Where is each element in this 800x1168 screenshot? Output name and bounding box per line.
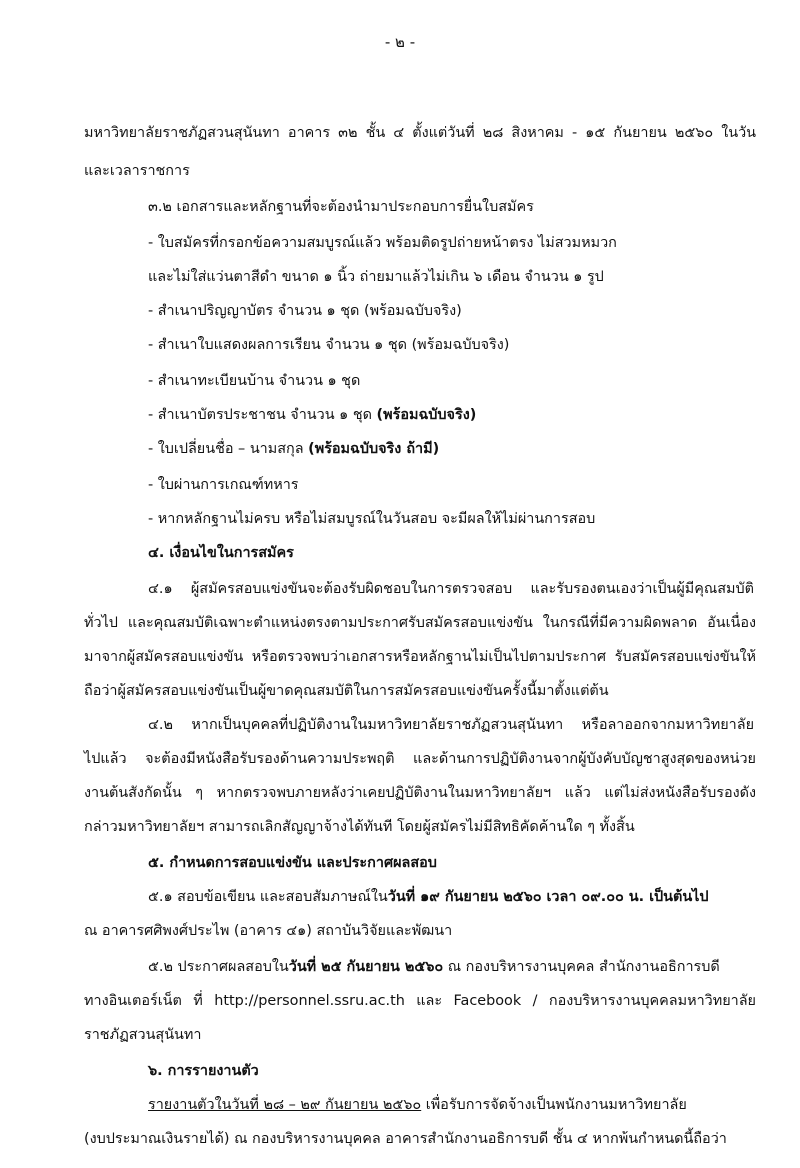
paragraph-line: ทางอินเตอร์เน็ต ที่ http://personnel.ssru.ac.th และ Facebook / กองบริหารงานบุคคลมหาวิทยาลัย [84,993,756,1009]
list-item: - ใบผ่านการเกณฑ์ทหาร [148,477,299,493]
paragraph-line [148,1094,687,1116]
paragraph-line: ถือว่าผู้สมัครสอบแข่งขันเป็นผู้ขาดคุณสมบัติในการสมัครสอบแข่งขันครั้งนี้มาตั้งแต่ต้น [84,683,609,699]
paragraph-text: ๕.๑ สอบข้อเขียน และสอบสัมภาษณ์ใน [148,889,388,905]
list-item-bold: (พร้อมฉบับจริง ถ้ามี) [308,441,440,457]
paragraph-underlined: รายงานตัวในวันที่ ๒๘ – ๒๙ กันยายน ๒๕๖๐ [148,1097,422,1113]
paragraph-text: ณ กองบริหารงานบุคคล สำนักงานอธิการบดี [443,959,720,975]
list-item-text: - ใบเปลี่ยนชื่อ – นามสกุล [148,441,309,457]
list-item-text: - สำเนาบัตรประชาชน จำนวน ๑ ชุด [148,407,377,423]
list-item: - หากหลักฐานไม่ครบ หรือไม่สมบูรณ์ในวันสอบ จะมีผลให้ไม่ผ่านการสอบ [148,511,596,527]
list-item: - ใบสมัครที่กรอกข้อความสมบูรณ์แล้ว พร้อมติดรูปถ่ายหน้าตรง ไม่สวมหมวก [148,235,617,251]
paragraph-bold: วันที่ ๒๕ กันยายน ๒๕๖๐ [288,959,444,975]
list-item: - สำเนาใบแสดงผลการเรียน จำนวน ๑ ชุด (พร้อมฉบับจริง) [148,337,510,353]
list-item-bold: (พร้อมฉบับจริง) [376,407,477,423]
paragraph-line: กล่าวมหาวิทยาลัยฯ สามารถเลิกสัญญาจ้างได้ทันที โดยผู้สมัครไม่มีสิทธิคัดค้านใด ๆ ทั้งสิ้น [84,819,635,835]
paragraph-line: ทั่วไป และคุณสมบัติเฉพาะตำแหน่งตรงตามประกาศรับสมัครสอบแข่งขัน ในกรณีที่มีความผิดพลาด อันเนื่อง [84,615,756,631]
list-item [148,404,476,426]
paragraph-line: ๔.๒ หากเป็นบุคคลที่ปฏิบัติงานในมหาวิทยาลัยราชภัฏสวนสุนันทา หรือลาออกจากมหาวิทยาลัย [148,717,754,733]
paragraph-line [148,956,720,978]
paragraph-line: และเวลาราชการ [84,163,190,179]
paragraph-line: (งบประมาณเงินรายได้) ณ กองบริหารงานบุคคล อาคารสำนักงานอธิการบดี ชั้น ๔ หากพ้นกำหนดนี้ถือว่า [84,1131,727,1147]
paragraph-line: มาจากผู้สมัครสอบแข่งขัน หรือตรวจพบว่าเอกสารหรือหลักฐานไม่เป็นไปตามประกาศ รับสมัครสอบแข่งขันให้ [84,649,756,665]
paragraph-line: มหาวิทยาลัยราชภัฏสวนสุนันทา อาคาร ๓๒ ชั้น ๔ ตั้งแต่วันที่ ๒๘ สิงหาคม - ๑๕ กันยายน ๒๕๖๐ ในวัน [84,125,756,141]
section-4-heading: ๔. เงื่อนไขในการสมัคร [148,545,294,561]
paragraph-text: เพื่อรับการจัดจ้างเป็นพนักงานมหาวิทยาลัย [421,1097,687,1113]
page-number: - ๒ - [384,33,416,51]
paragraph-bold: วันที่ ๑๙ กันยายน ๒๕๖๐ เวลา ๐๙.๐๐ น. เป็นต้นไป [387,889,709,905]
paragraph-line [148,886,709,908]
list-item: - สำเนาทะเบียนบ้าน จำนวน ๑ ชุด [148,373,361,389]
paragraph-line: ไปแล้ว จะต้องมีหนังสือรับรองด้านความประพฤติ และด้านการปฏิบัติงานจากผู้บังคับบัญชาสูงสุดของหน่วย [84,751,756,767]
list-item: และไม่ใส่แว่นตาสีดำ ขนาด ๑ นิ้ว ถ่ายมาแล้วไม่เกิน ๖ เดือน จำนวน ๑ รูป [148,269,604,285]
list-item: - สำเนาปริญญาบัตร จำนวน ๑ ชุด (พร้อมฉบับจริง) [148,303,462,319]
paragraph-line: ราชภัฏสวนสุนันทา [84,1027,202,1043]
list-item [148,438,439,460]
section-3-2-heading: ๓.๒ เอกสารและหลักฐานที่จะต้องนำมาประกอบการยื่นใบสมัคร [148,199,534,215]
section-5-heading: ๕. กำหนดการสอบแข่งขัน และประกาศผลสอบ [148,855,437,871]
paragraph-line: ๔.๑ ผู้สมัครสอบแข่งขันจะต้องรับผิดชอบในการตรวจสอบ และรับรองตนเองว่าเป็นผู้มีคุณสมบัติ [148,581,754,597]
paragraph-line: งานต้นสังกัดนั้น ๆ หากตรวจพบภายหลังว่าเคยปฏิบัติงานในมหาวิทยาลัยฯ แล้ว แต่ไม่ส่งหนังสือรับรองดัง [84,785,756,801]
section-6-heading: ๖. การรายงานตัว [148,1063,259,1079]
paragraph-line: ณ อาคารศศิพงศ์ประไพ (อาคาร ๔๑) สถาบันวิจัยและพัฒนา [84,923,453,939]
paragraph-text: ๕.๒ ประกาศผลสอบใน [148,959,289,975]
